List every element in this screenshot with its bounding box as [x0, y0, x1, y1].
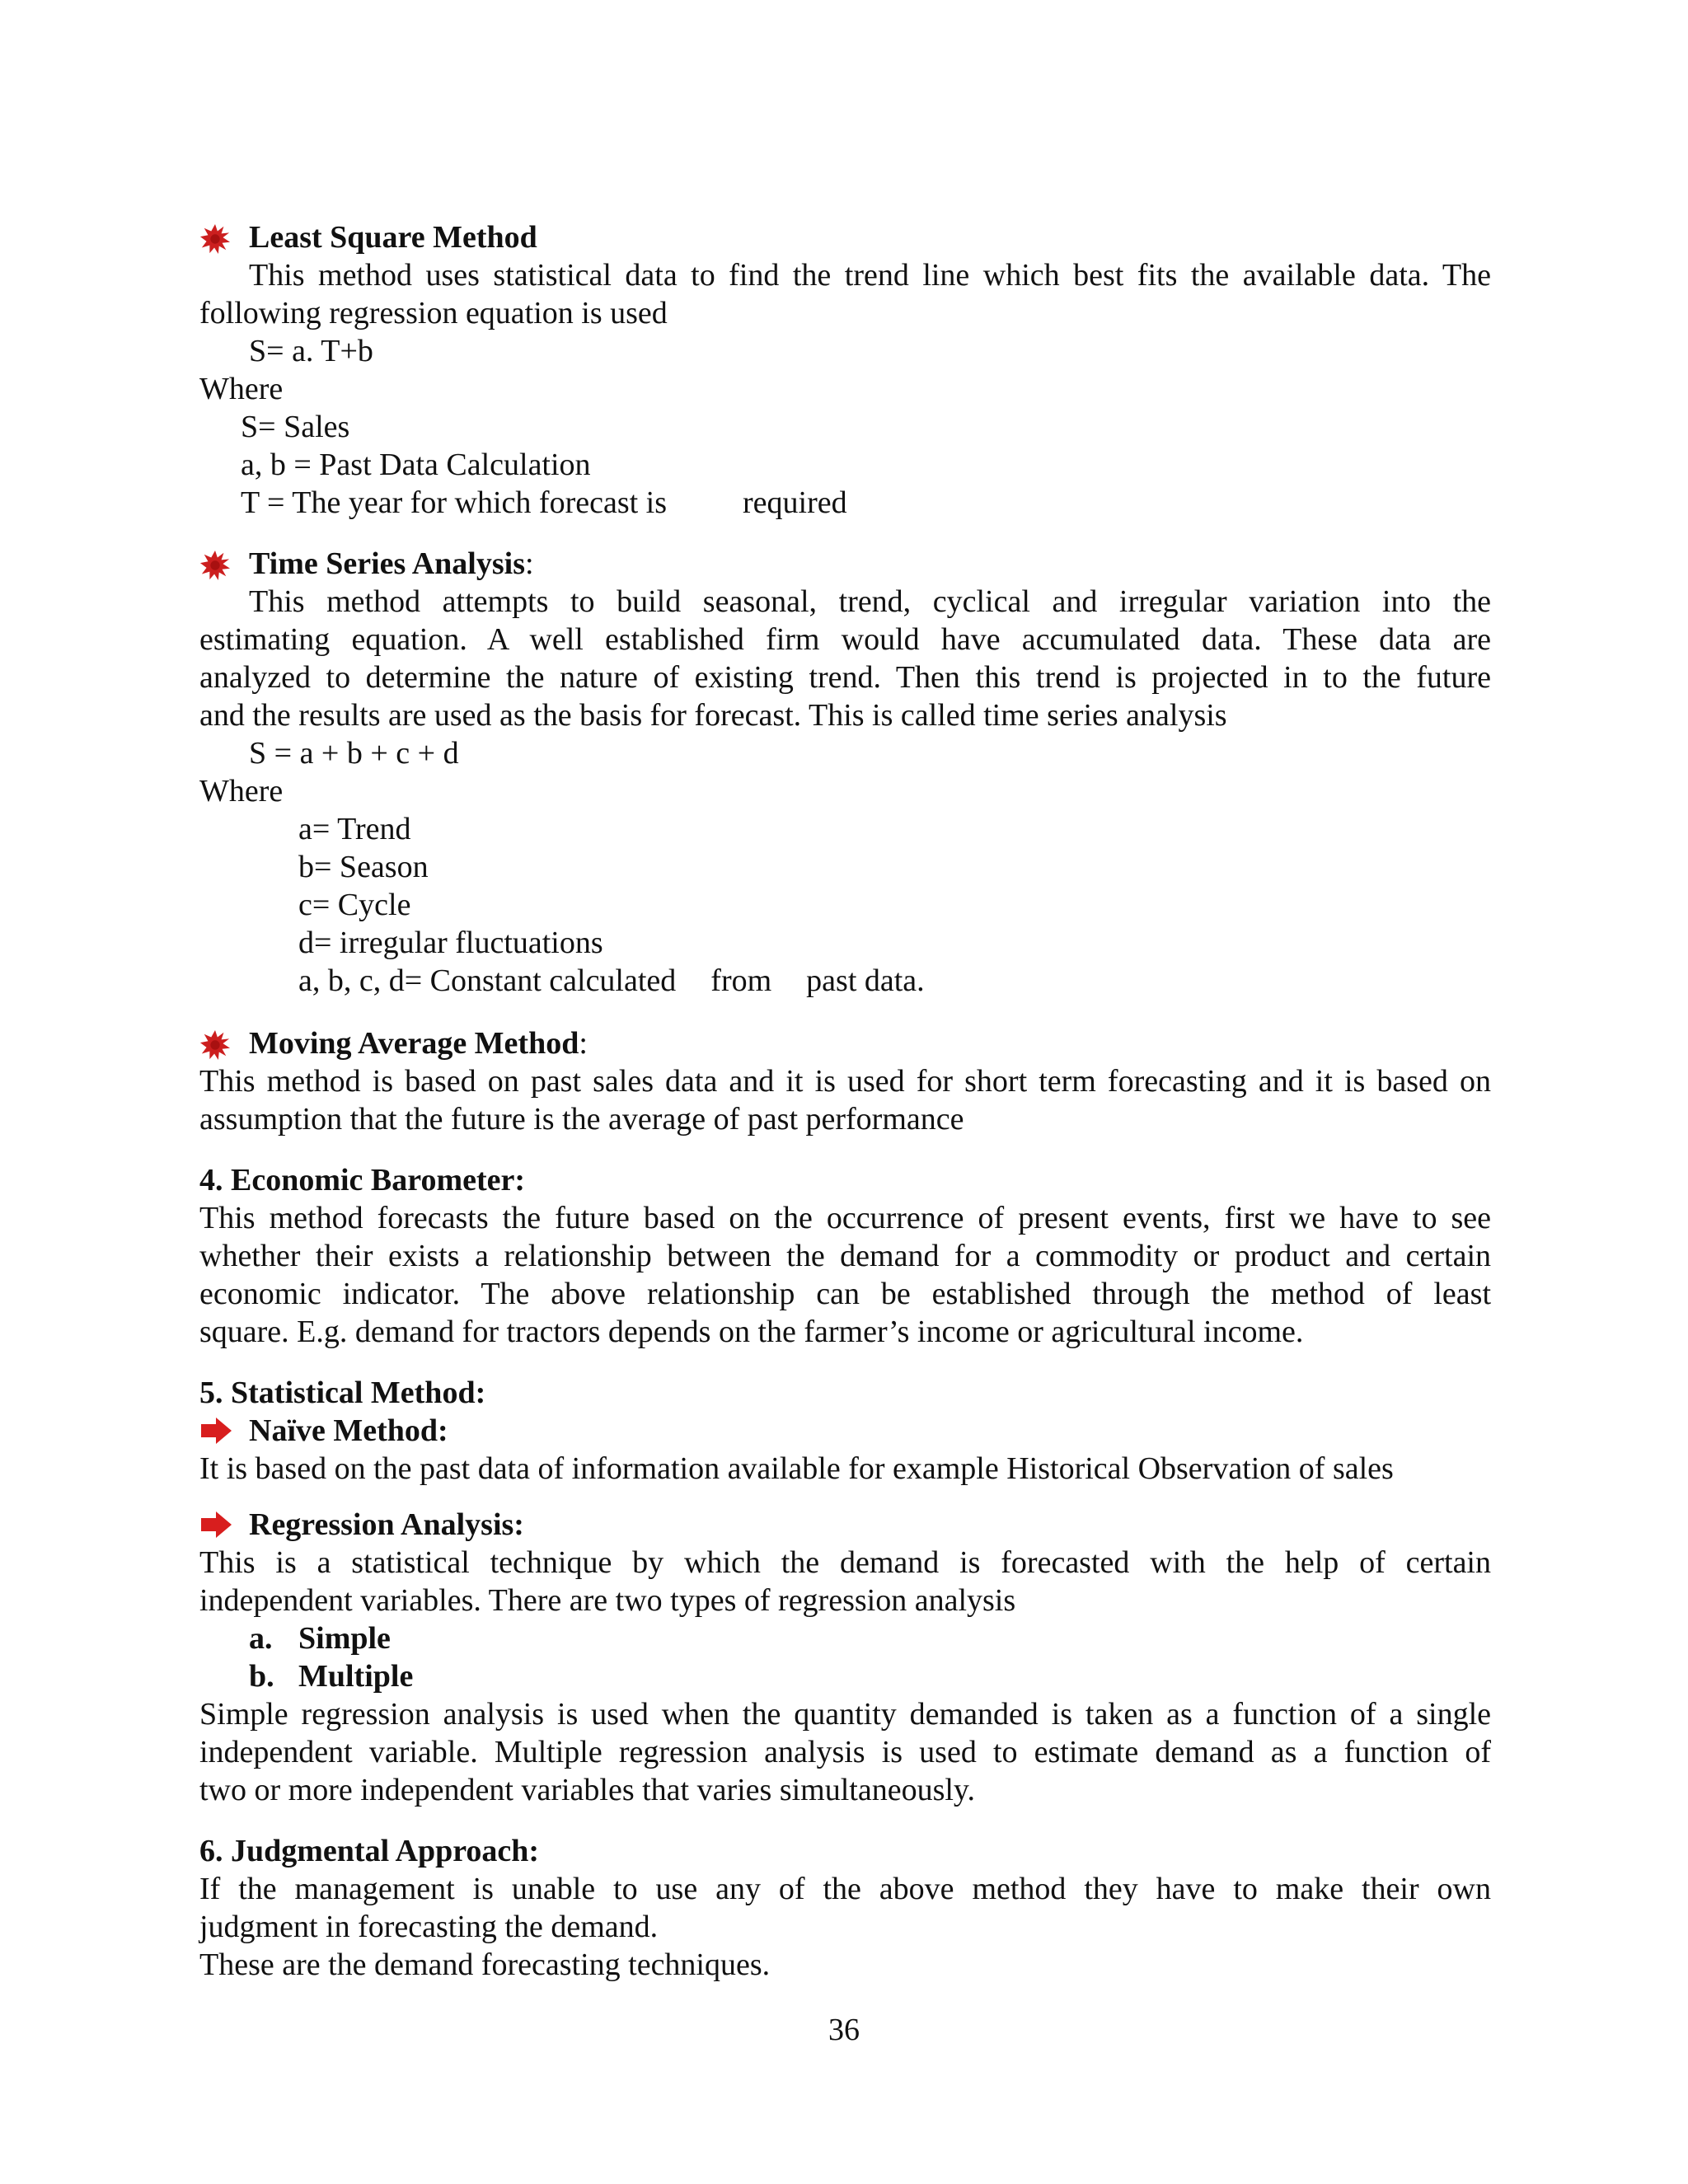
star-burst-icon — [199, 223, 231, 255]
least-square-heading: Least Square Method — [249, 220, 537, 255]
economic-barometer-text-line: whether their exists a relationship between the demand for a commodity or product and certain — [199, 1239, 1491, 1273]
regression-analysis-heading: Regression Analysis: — [249, 1507, 524, 1542]
moving-average-text-line: assumption that the future is the average of past performance — [199, 1102, 964, 1137]
definition-item: d= irregular fluctuations — [298, 926, 603, 960]
judgmental-approach-heading: 6. Judgmental Approach: — [199, 1834, 540, 1868]
regression-text-line: This is a statistical technique by which the demand is forecasted with the help of certain — [199, 1545, 1491, 1580]
time-series-heading — [249, 545, 1491, 583]
regression-text-line: Simple regression analysis is used when the quantity demanded is taken as a function of a single — [199, 1697, 1491, 1732]
time-series-text-line: analyzed to determine the nature of existing trend. Then this trend is projected in to the future — [199, 660, 1491, 695]
definition-item: S= Sales — [241, 410, 350, 444]
definition-item: a, b = Past Data Calculation — [241, 448, 591, 482]
naive-method-text-line: It is based on the past data of information available for example Historical Observation of sales — [199, 1451, 1394, 1486]
list-item — [249, 1657, 1491, 1695]
definition-item: a= Trend — [298, 812, 411, 846]
time-series-equation: S = a + b + c + d — [249, 736, 459, 771]
moving-average-text-line: This method is based on past sales data and it is used for short term forecasting and it is based on — [199, 1064, 1491, 1099]
judgmental-text-line: If the management is unable to use any of the above method they have to make their own — [199, 1872, 1491, 1906]
statistical-method-heading: 5. Statistical Method: — [199, 1376, 486, 1410]
right-arrow-icon — [199, 1511, 232, 1539]
list-marker: a. — [249, 1621, 273, 1656]
regression-text-line: independent variables. There are two types of regression analysis — [199, 1583, 1016, 1618]
least-square-equation: S= a. T+b — [249, 334, 373, 368]
definition-text: from — [710, 963, 772, 998]
star-burst-icon — [199, 550, 231, 581]
where-label: Where — [199, 774, 284, 808]
regression-text-line: independent variable. Multiple regression analysis is used to estimate demand as a function of — [199, 1735, 1491, 1769]
page-number: 36 — [828, 2013, 860, 2047]
definition-item: c= Cycle — [298, 888, 411, 922]
definition-text: T = The year for which forecast is — [241, 485, 668, 520]
judgmental-text-line: These are the demand forecasting techniques. — [199, 1947, 771, 1982]
list-item-text: Multiple — [298, 1659, 414, 1694]
list-item — [249, 1619, 1491, 1657]
heading-colon: : — [525, 546, 534, 581]
definition-item — [298, 962, 1590, 1000]
heading-colon: : — [579, 1026, 588, 1061]
definition-text: required — [743, 485, 847, 520]
time-series-title: Time Series Analysis — [249, 546, 525, 581]
definition-text: past data. — [806, 963, 925, 998]
list-item-text: Simple — [298, 1621, 391, 1656]
economic-barometer-text-line: economic indicator. The above relationship can be established through the method of least — [199, 1277, 1491, 1311]
time-series-text-line: estimating equation. A well established firm would have accumulated data. These data are — [199, 622, 1491, 657]
least-square-text-line: following regression equation is used — [199, 296, 668, 330]
list-marker: b. — [249, 1659, 274, 1694]
star-burst-icon — [199, 1029, 231, 1061]
regression-text-line: two or more independent variables that varies simultaneously. — [199, 1773, 975, 1807]
time-series-text-line: This method attempts to build seasonal, trend, cyclical and irregular variation into the — [249, 584, 1491, 619]
definition-item — [241, 484, 1532, 522]
least-square-text-line: This method uses statistical data to find the trend line which best fits the available data. The — [249, 258, 1491, 293]
right-arrow-icon — [199, 1417, 232, 1445]
where-label: Where — [199, 372, 284, 406]
economic-barometer-text-line: square. E.g. demand for tractors depends on the farmer’s income or agricultural income. — [199, 1315, 1304, 1349]
naive-method-heading: Naïve Method: — [249, 1413, 448, 1448]
time-series-text-line: and the results are used as the basis for forecast. This is called time series analysis — [199, 698, 1227, 733]
moving-average-title: Moving Average Method — [249, 1026, 579, 1061]
economic-barometer-heading: 4. Economic Barometer: — [199, 1163, 526, 1197]
moving-average-heading — [249, 1024, 1491, 1062]
judgmental-text-line: judgment in forecasting the demand. — [199, 1910, 659, 1944]
definition-item: b= Season — [298, 850, 429, 884]
economic-barometer-text-line: This method forecasts the future based on the occurrence of present events, first we have to see — [199, 1201, 1491, 1235]
definition-text: a, b, c, d= Constant calculated — [298, 963, 677, 998]
